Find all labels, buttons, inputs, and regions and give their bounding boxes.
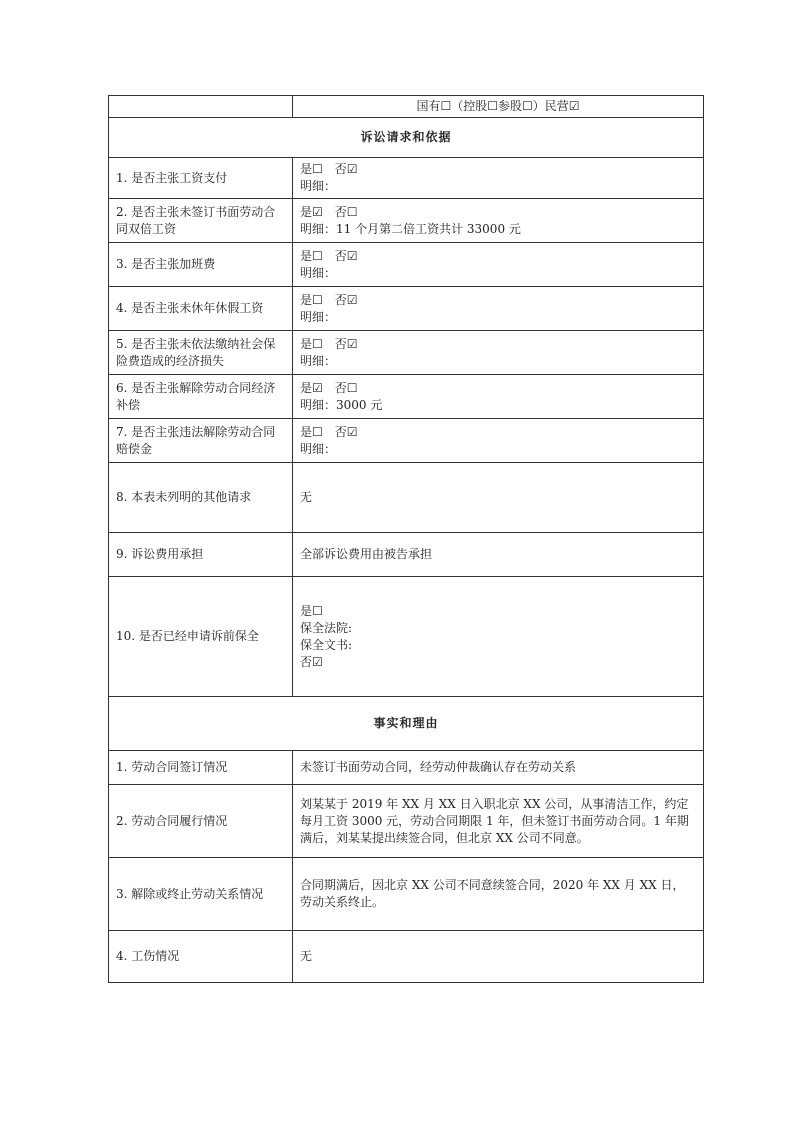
complaint-form-table (108, 95, 704, 983)
claim-row (109, 199, 704, 243)
ownership-row (109, 96, 704, 118)
claim-value (293, 158, 704, 199)
claim-row (109, 375, 704, 419)
fact-label: 1. 劳动合同签订情况 (109, 751, 293, 785)
claim-detail: 明细： (300, 353, 337, 368)
fact-label: 4. 工伤情况 (109, 931, 293, 983)
claim-value (293, 287, 704, 331)
fact-row (109, 785, 704, 858)
claim-detail: 明细：3000 元 (300, 397, 383, 412)
claim-detail: 明细： (300, 179, 337, 193)
section-facts-title: 事实和理由 (109, 697, 704, 751)
fact-value: 未签订书面劳动合同，经劳动仲裁确认存在劳动关系 (293, 751, 704, 785)
claim-choice: 是☐ 否☑ (300, 292, 358, 307)
ownership-value: 国有☐（控股☐参股☐）民营☑ (293, 96, 704, 118)
other-claims-label: 8. 本表未列明的其他请求 (109, 463, 293, 533)
claim-row (109, 419, 704, 463)
litigation-fee-row (109, 533, 704, 577)
claim-label: 5. 是否主张未依法缴纳社会保险费造成的经济损失 (109, 331, 293, 375)
claim-label: 2. 是否主张未签订书面劳动合同双倍工资 (109, 199, 293, 243)
claim-detail: 明细： (300, 441, 337, 456)
fact-value: 无 (293, 931, 704, 983)
claim-value (293, 419, 704, 463)
preservation-court: 保全法院: (300, 620, 353, 635)
claim-row (109, 287, 704, 331)
fact-row (109, 858, 704, 931)
claim-label: 6. 是否主张解除劳动合同经济补偿 (109, 375, 293, 419)
preservation-label: 10. 是否已经申请诉前保全 (109, 577, 293, 697)
fact-label: 3. 解除或终止劳动关系情况 (109, 858, 293, 931)
claim-label: 7. 是否主张违法解除劳动合同赔偿金 (109, 419, 293, 463)
fact-value: 合同期满后，因北京 XX 公司不同意续签合同，2020 年 XX 月 XX 日，劳动关系终止。 (293, 858, 704, 931)
claim-detail: 明细： (300, 309, 337, 324)
section-facts-header (109, 697, 704, 751)
claim-label: 3. 是否主张加班费 (109, 243, 293, 287)
claim-value (293, 199, 704, 243)
claim-choice: 是☑ 否☐ (300, 204, 358, 219)
preservation-row (109, 577, 704, 697)
claim-value (293, 243, 704, 287)
claim-value (293, 331, 704, 375)
claim-choice: 是☐ 否☑ (300, 336, 358, 351)
claim-row (109, 158, 704, 199)
preservation-document: 保全文书: (300, 637, 353, 652)
other-claims-row (109, 463, 704, 533)
claim-detail: 明细：11 个月第二倍工资共计 33000 元 (300, 221, 521, 236)
fact-row (109, 751, 704, 785)
claim-choice: 是☐ 否☑ (300, 248, 358, 263)
claim-choice: 是☑ 否☐ (300, 380, 358, 395)
claim-choice: 是☐ 否☑ (300, 162, 358, 176)
section-claims-title: 诉讼请求和依据 (109, 118, 704, 158)
claim-label: 4. 是否主张未休年休假工资 (109, 287, 293, 331)
claim-row (109, 243, 704, 287)
fact-value: 刘某某于 2019 年 XX 月 XX 日入职北京 XX 公司，从事清洁工作，约定每月工资 3000 元，劳动合同期限 1 年，但未签订书面劳动合同。1 年期满后，刘某某提出续签合同，但北京 XX 公司不同意。 (293, 785, 704, 858)
preservation-yes: 是☐ (300, 603, 323, 618)
ownership-label-cell (109, 96, 293, 118)
fact-row (109, 931, 704, 983)
claim-value (293, 375, 704, 419)
fact-label: 2. 劳动合同履行情况 (109, 785, 293, 858)
other-claims-value: 无 (293, 463, 704, 533)
claim-label: 1. 是否主张工资支付 (109, 158, 293, 199)
litigation-fee-value: 全部诉讼费用由被告承担 (293, 533, 704, 577)
section-claims-header (109, 118, 704, 158)
preservation-no: 否☑ (300, 654, 323, 669)
claim-detail: 明细： (300, 265, 337, 280)
claim-row (109, 331, 704, 375)
claim-choice: 是☐ 否☑ (300, 424, 358, 439)
preservation-value (293, 577, 704, 697)
litigation-fee-label: 9. 诉讼费用承担 (109, 533, 293, 577)
